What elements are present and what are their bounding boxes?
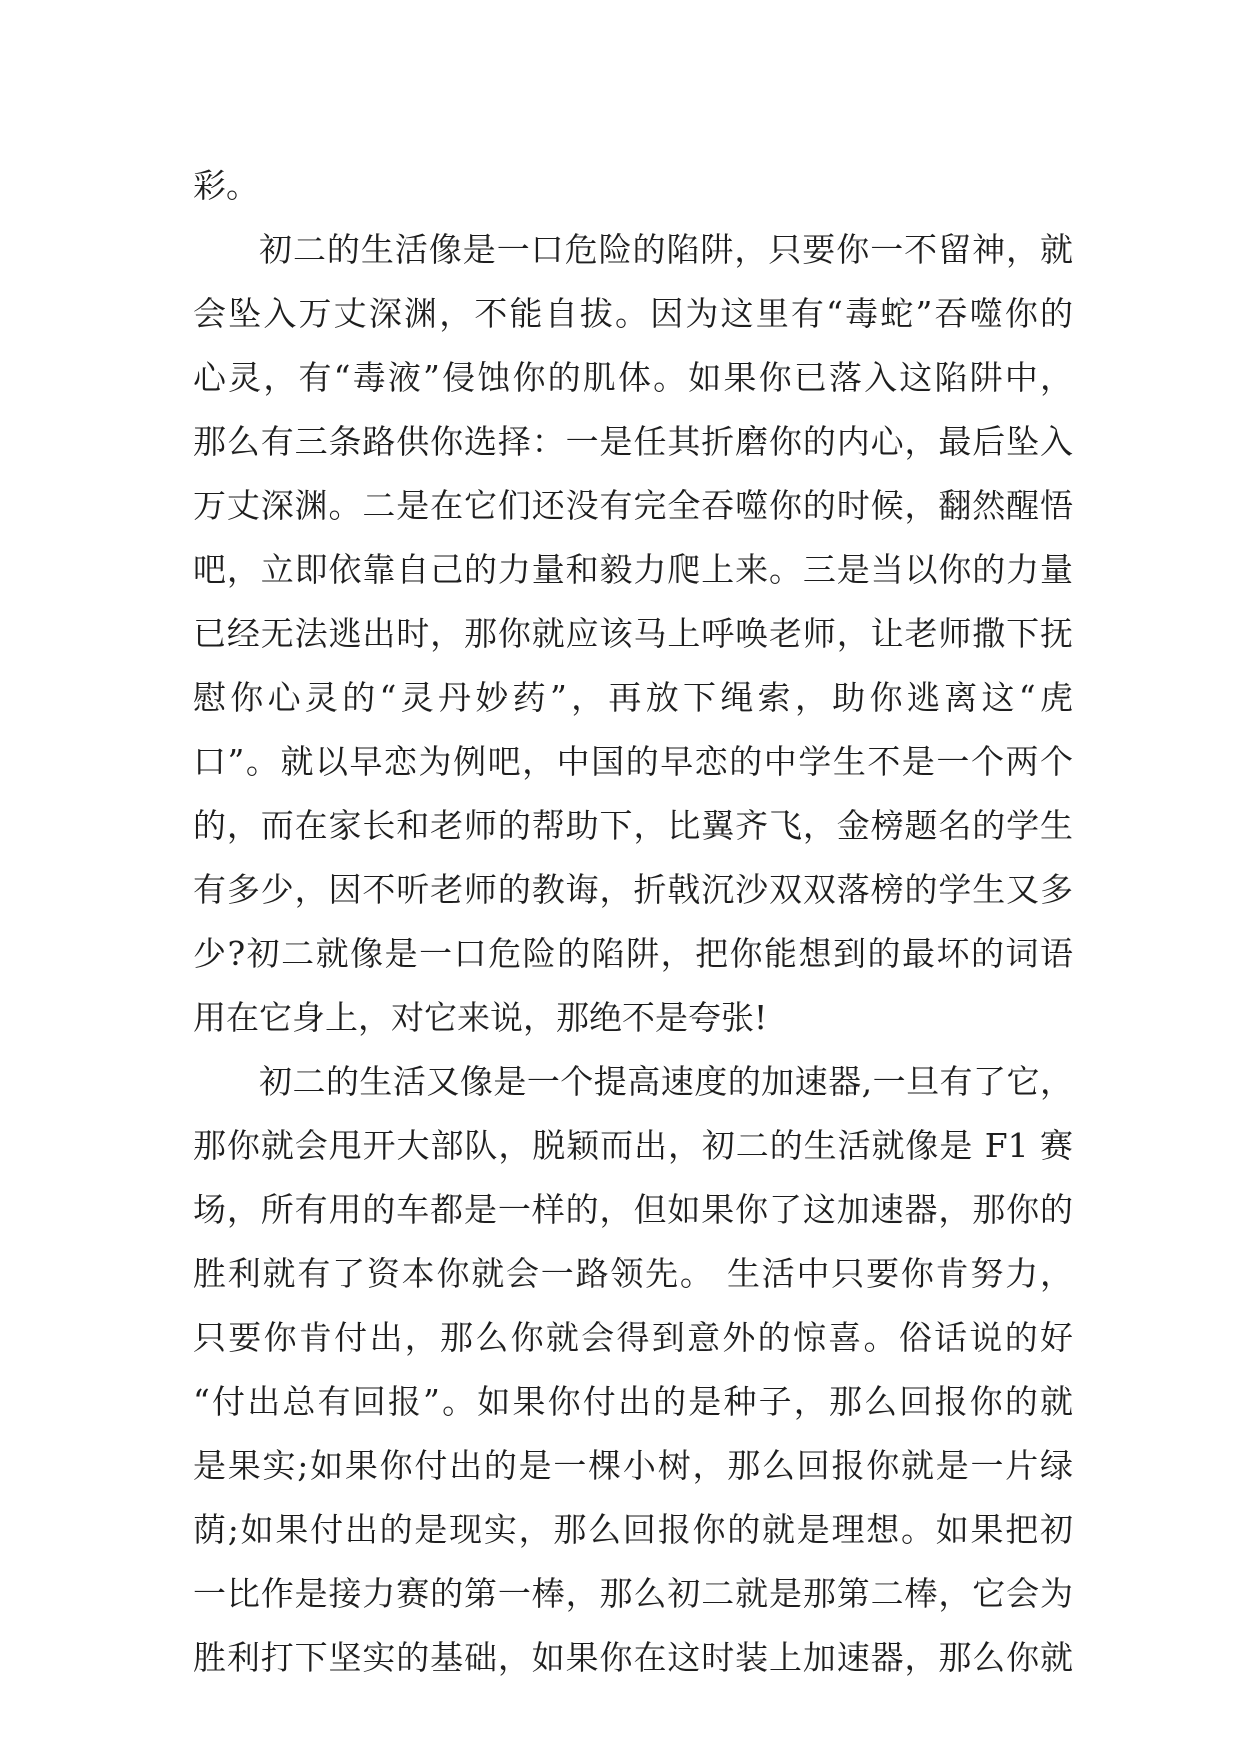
text-line: 荫;如果付出的是现实，那么回报你的就是理想。如果把初: [193, 1510, 1073, 1549]
paragraph: [193, 1050, 1073, 1690]
text-line: 吧，立即依靠自己的力量和毅力爬上来。三是当以你的力量: [193, 550, 1073, 589]
paragraph: [193, 154, 1073, 218]
text-line: 胜利打下坚实的基础，如果你在这时装上加速器，那么你就: [193, 1638, 1073, 1677]
text-line: 是果实;如果你付出的是一棵小树，那么回报你就是一片绿: [193, 1446, 1073, 1485]
text-line: 场，所有用的车都是一样的，但如果你了这加速器，那你的: [193, 1190, 1073, 1229]
text-line: 慰你心灵的“灵丹妙药”，再放下绳索，助你逃离这“虎: [193, 678, 1073, 717]
text-line: “付出总有回报”。如果你付出的是种子，那么回报你的就: [193, 1382, 1073, 1421]
text-line: 的，而在家长和老师的帮助下，比翼齐飞，金榜题名的学生: [193, 806, 1073, 845]
text-line: 胜利就有了资本你就会一路领先。 生活中只要你肯努力，: [193, 1254, 1073, 1293]
document-body: [193, 154, 1073, 1690]
text-line: 少?初二就像是一口危险的陷阱，把你能想到的最坏的词语: [193, 934, 1073, 973]
text-line: 口”。就以早恋为例吧，中国的早恋的中学生不是一个两个: [193, 742, 1073, 781]
text-line: 用在它身上，对它来说，那绝不是夸张!: [193, 998, 768, 1037]
text-line: 有多少，因不听老师的教诲，折戟沉沙双双落榜的学生又多: [193, 870, 1073, 909]
text-line: 初二的生活像是一口危险的陷阱，只要你一不留神，就: [259, 230, 1073, 269]
text-line: 会坠入万丈深渊，不能自拔。因为这里有“毒蛇”吞噬你的: [193, 294, 1073, 333]
text-line: 只要你肯付出，那么你就会得到意外的惊喜。俗话说的好: [193, 1318, 1073, 1357]
text-line: 一比作是接力赛的第一棒，那么初二就是那第二棒，它会为: [193, 1574, 1073, 1613]
text-line: 那你就会甩开大部队，脱颖而出，初二的生活就像是 F1 赛: [193, 1126, 1073, 1165]
paragraph: [193, 218, 1073, 1050]
text-line: 心灵，有“毒液”侵蚀你的肌体。如果你已落入这陷阱中，: [193, 358, 1073, 397]
text-line: 彩。: [193, 166, 259, 205]
text-line: 那么有三条路供你选择：一是任其折磨你的内心，最后坠入: [193, 422, 1073, 461]
text-line: 初二的生活又像是一个提高速度的加速器,一旦有了它，: [259, 1062, 1073, 1101]
text-line: 已经无法逃出时，那你就应该马上呼唤老师，让老师撒下抚: [193, 614, 1073, 653]
text-line: 万丈深渊。二是在它们还没有完全吞噬你的时候，翻然醒悟: [193, 486, 1073, 525]
